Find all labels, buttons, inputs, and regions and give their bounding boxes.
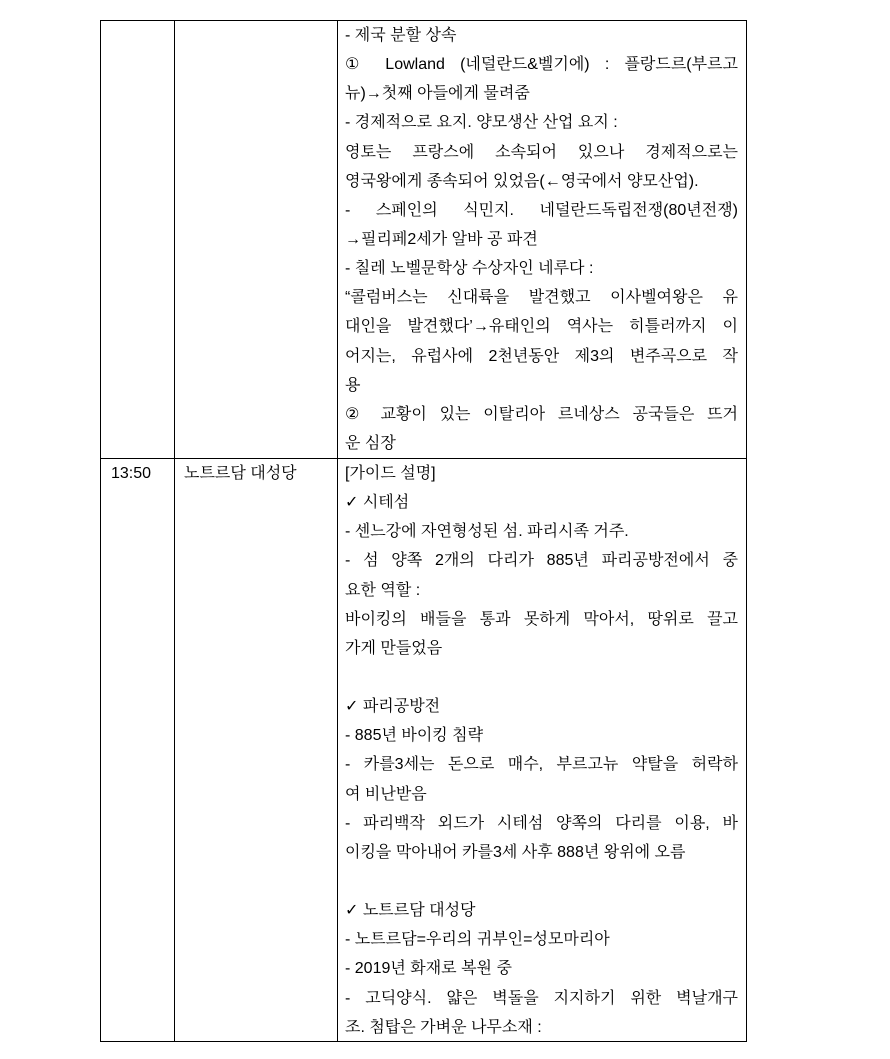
notes-cell <box>338 21 747 459</box>
place-cell <box>175 21 338 459</box>
note-line: 어지는, 유럽사에 2천년동안 제3의 변주곡으로 작 <box>345 347 738 365</box>
note-line: 대인을 발견했다’→유태인의 역사는 히틀러까지 이 <box>345 318 738 336</box>
note-line: - 카를3세는 돈으로 매수, 부르고뉴 약탈을 허락하 <box>345 756 738 774</box>
note-line: - 칠레 노벨문학상 수상자인 네루다 : <box>345 260 594 278</box>
note-line: [가이드 설명] <box>345 465 436 482</box>
note-line: - 파리백작 외드가 시테섬 양쪽의 다리를 이용, 바 <box>345 814 738 832</box>
note-line: 요한 역할 : <box>345 581 421 599</box>
note-line: - 스페인의 식민지. 네덜란드독립전쟁(80년전쟁) <box>345 201 738 219</box>
note-line <box>345 663 738 692</box>
note-line: 여 비난받음 <box>345 785 427 803</box>
note-line: ✓ 시테섬 <box>345 494 410 512</box>
note-line: 운 심장 <box>345 434 396 452</box>
note-line: - 경제적으로 요지. 양모생산 산업 요지 : <box>345 114 618 132</box>
note-line: 뉴)→첫째 아들에게 물려줌 <box>345 85 530 103</box>
note-line: ① Lowland (네덜란드&벨기에) : 플랑드르(부르고 <box>345 56 738 74</box>
note-line: - 제국 분할 상속 <box>345 27 457 44</box>
note-line: 가게 만들었음 <box>345 639 443 657</box>
note-line: - 고딕양식. 얇은 벽돌을 지지하기 위한 벽날개구 <box>345 989 738 1007</box>
note-line: - 885년 바이킹 침략 <box>345 727 484 745</box>
note-line: →필리페2세가 알바 공 파견 <box>345 230 538 248</box>
note-line <box>345 867 738 896</box>
time-cell: 13:50 <box>101 459 175 1042</box>
itinerary-table <box>100 20 747 1042</box>
note-line: 용 <box>345 376 361 394</box>
note-line: - 2019년 화재로 복원 중 <box>345 960 512 978</box>
table-row <box>101 459 747 1042</box>
note-line: 영토는 프랑스에 소속되어 있으나 경제적으로는 <box>345 143 738 161</box>
note-line: “콜럼버스는 신대륙을 발견했고 이사벨여왕은 유 <box>345 289 738 307</box>
note-line: - 노트르담=우리의 귀부인=성모마리아 <box>345 931 610 949</box>
note-line: ✓ 노트르담 대성당 <box>345 902 476 920</box>
notes-cell <box>338 459 747 1042</box>
time-cell <box>101 21 175 459</box>
note-line: 바이킹의 배들을 통과 못하게 막아서, 땅위로 끌고 <box>345 610 738 628</box>
place-cell: 노트르담 대성당 <box>175 459 338 1042</box>
note-line: 영국왕에게 종속되어 있었음(←영국에서 양모산업). <box>345 172 699 190</box>
note-line: ✓ 파리공방전 <box>345 698 441 716</box>
note-line: 조. 첨탑은 가벼운 나무소재 : <box>345 1018 542 1036</box>
table-row <box>101 21 747 459</box>
note-line: - 센느강에 자연형성된 섬. 파리시족 거주. <box>345 523 629 541</box>
note-line: 이킹을 막아내어 카를3세 사후 888년 왕위에 오름 <box>345 843 686 861</box>
note-line: - 섬 양쪽 2개의 다리가 885년 파리공방전에서 중 <box>345 552 738 570</box>
note-line: ② 교황이 있는 이탈리아 르네상스 공국들은 뜨거 <box>345 405 738 423</box>
